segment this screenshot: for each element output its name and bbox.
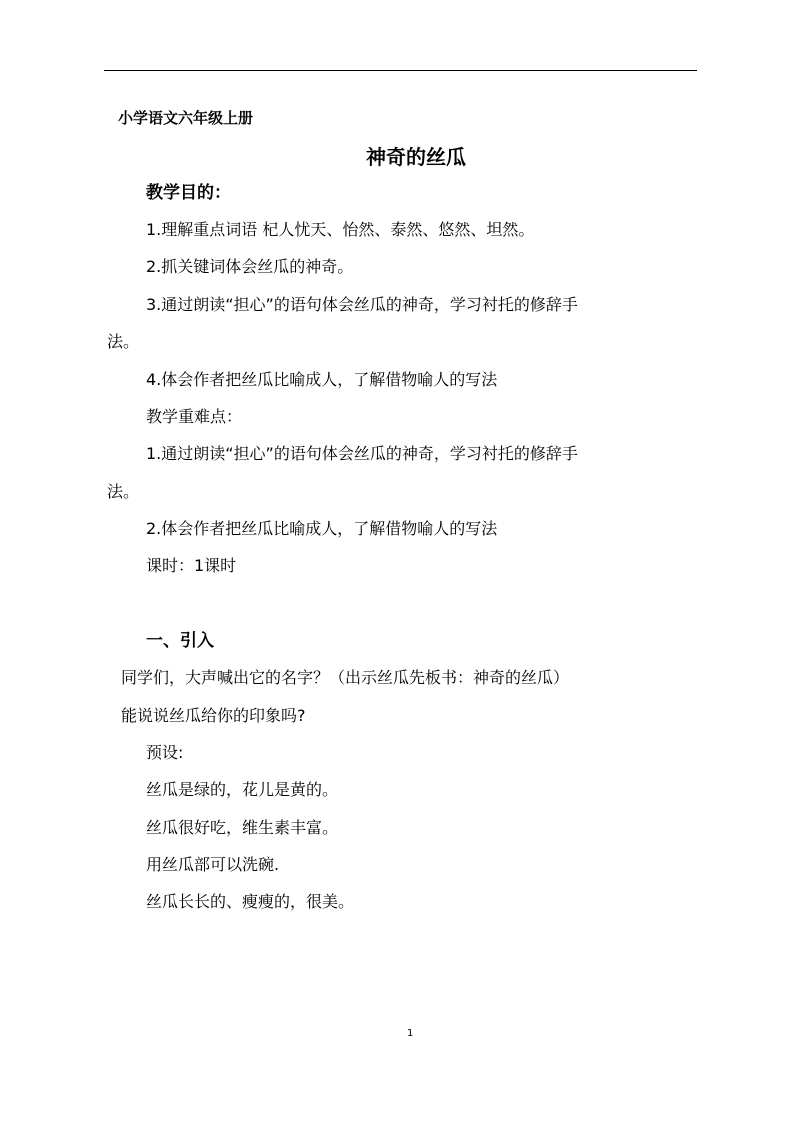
key-points-heading: 教学重难点： [146,407,243,426]
class-hours: 课时：1课时 [146,556,237,575]
objective-item: 3.通过朗读“担心”的语句体会丝瓜的神奇，学习衬托的修辞手 [146,295,578,314]
section-heading: 一、引入 [146,631,214,651]
objective-item-continuation: 法。 [107,332,140,351]
body-line: 丝瓜是绿的，花儿是黄的。 [146,780,339,799]
objective-item: 1.理解重点词语 杞人忧天、怡然、泰然、悠然、坦然。 [146,220,535,239]
objective-item: 2.抓关键词体会丝瓜的神奇。 [146,257,354,276]
objectives-heading: 教学目的： [146,183,231,203]
objective-item: 4.体会作者把丝瓜比喻成人，了解借物喻人的写法 [146,370,498,389]
page-title: 神奇的丝瓜 [366,145,466,169]
body-line: 能说说丝瓜给你的印象吗? [121,706,306,725]
key-point-item: 2.体会作者把丝瓜比喻成人，了解借物喻人的写法 [146,519,498,538]
body-line: 丝瓜长长的、瘦瘦的，很美。 [146,892,355,911]
subject-label: 小学语文六年级上册 [118,109,254,127]
body-line: 预设: [146,743,184,762]
key-point-item-continuation: 法。 [107,482,140,501]
body-line: 同学们，大声喊出它的名字？（出示丝瓜先板书：神奇的丝瓜） [121,668,570,687]
header-rule [104,70,697,71]
key-point-item: 1.通过朗读“担心”的语句体会丝瓜的神奇，学习衬托的修辞手 [146,444,578,463]
body-line: 用丝瓜部可以洗碗. [146,855,280,874]
page-number: 1 [407,1028,414,1039]
body-line: 丝瓜很好吃，维生素丰富。 [146,818,339,837]
